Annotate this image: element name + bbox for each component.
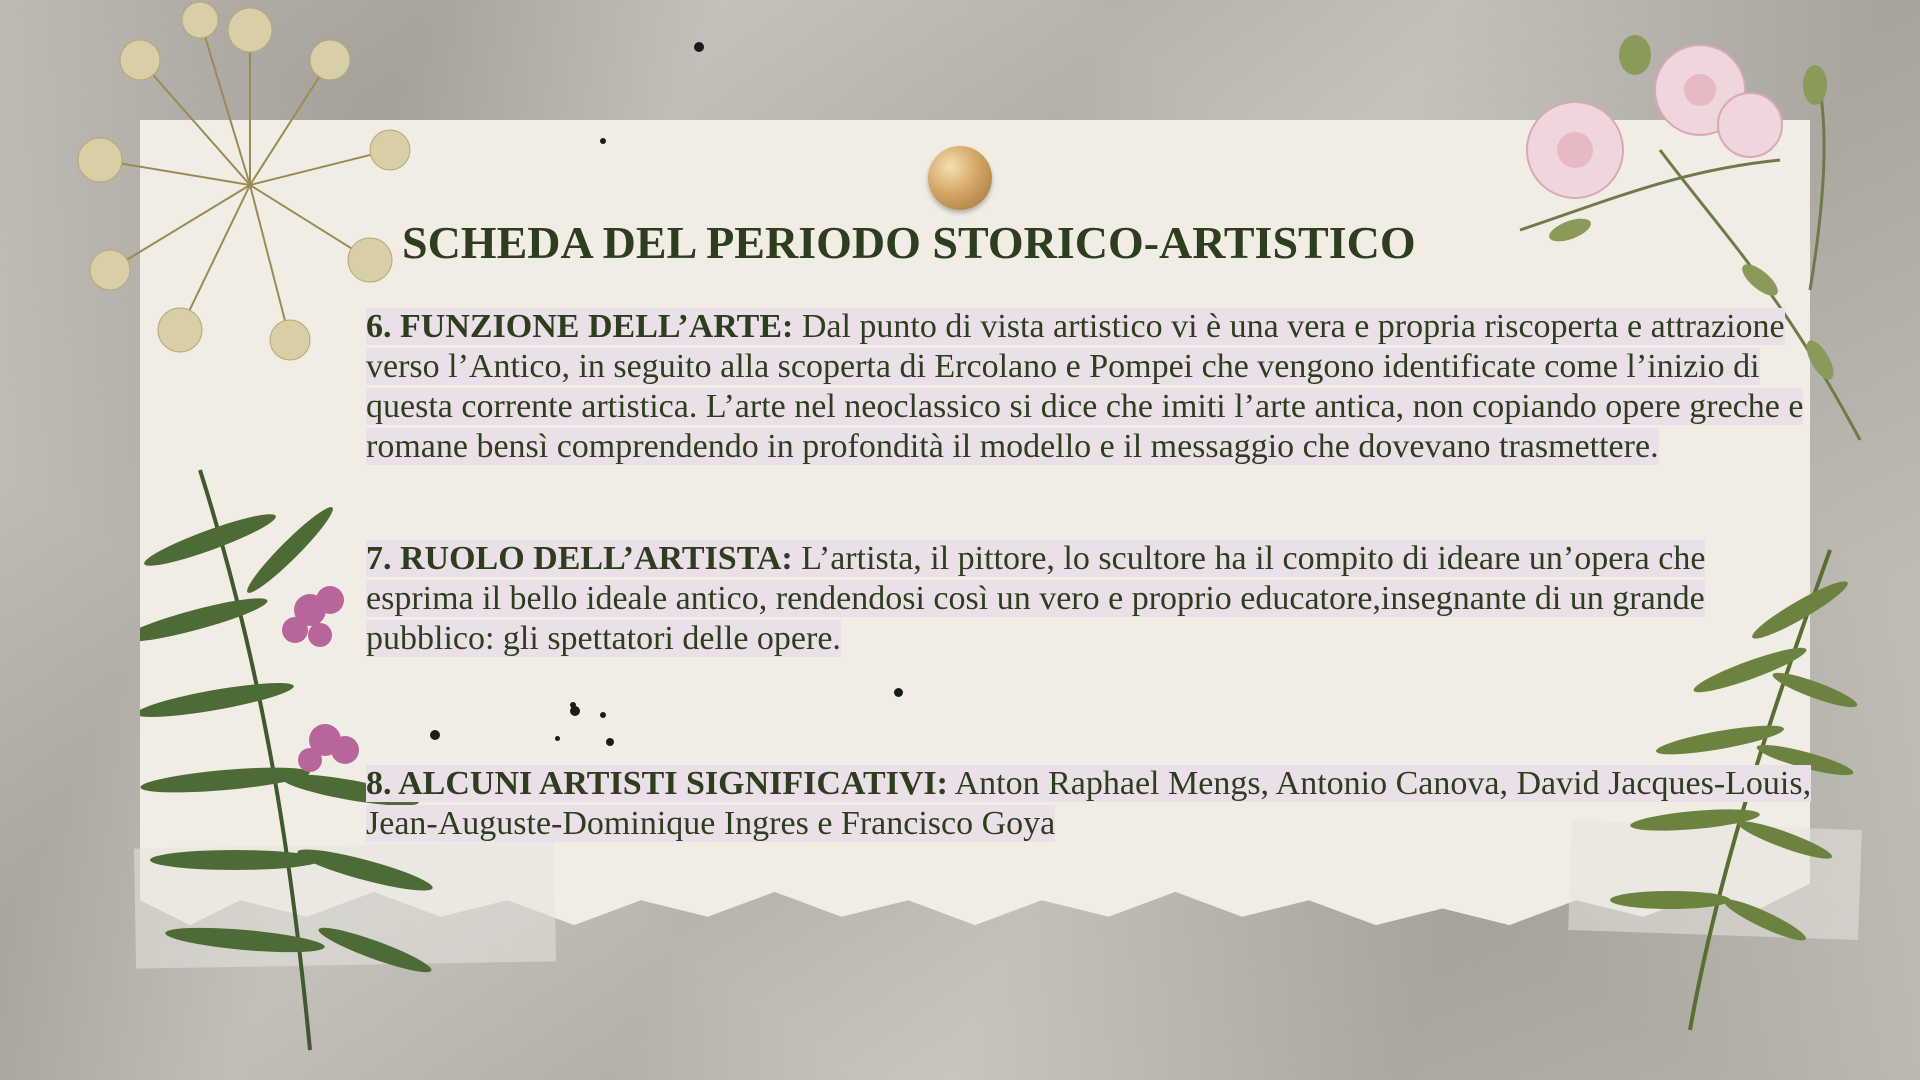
section-heading: 8. ALCUNI ARTISTI SIGNIFICATIVI: — [366, 765, 948, 802]
section-text: L’artista, il pittore, lo scultore ha il compito di ideare un’opera che esprima il bello ideale antico, rendendosi così un vero e proprio educatore,insegnante di un grande pubblico: gli spettatori delle opere. — [366, 540, 1706, 657]
pushpin-icon — [928, 146, 992, 210]
ink-dot — [570, 702, 576, 708]
ink-dot — [600, 138, 606, 144]
ink-dot — [694, 42, 704, 52]
section-heading: 7. RUOLO DELL’ARTISTA: — [366, 540, 793, 577]
ink-dot — [555, 736, 560, 741]
section-text: Anton Raphael Mengs, Antonio Canova, David Jacques-Louis, Jean-Auguste-Dominique Ingres e Francisco Goya — [366, 765, 1812, 842]
slide-title: SCHEDA DEL PERIODO STORICO-ARTISTICO — [402, 217, 1416, 268]
ink-dot — [894, 688, 903, 697]
ink-dot — [606, 738, 614, 746]
ink-dot — [430, 730, 440, 740]
section-ruolo-artista — [366, 539, 1816, 659]
section-artisti-significativi — [366, 764, 1816, 844]
section-heading: 6. FUNZIONE DELL’ARTE: — [366, 308, 794, 345]
ink-dot — [600, 712, 606, 718]
section-funzione-arte — [366, 307, 1816, 467]
section-text: Dal punto di vista artistico vi è una vera e propria riscoperta e attrazione verso l’Antico, in seguito alla scoperta di Ercolano e Pompei che vengono identificate come l’inizio di questa corrente artistica. L’arte nel neoclassico si dice che imiti l’arte antica, non copiando opere greche e romane bensì comprendendo in profondità il modello e il messaggio che dovevano trasmettere. — [366, 308, 1804, 465]
